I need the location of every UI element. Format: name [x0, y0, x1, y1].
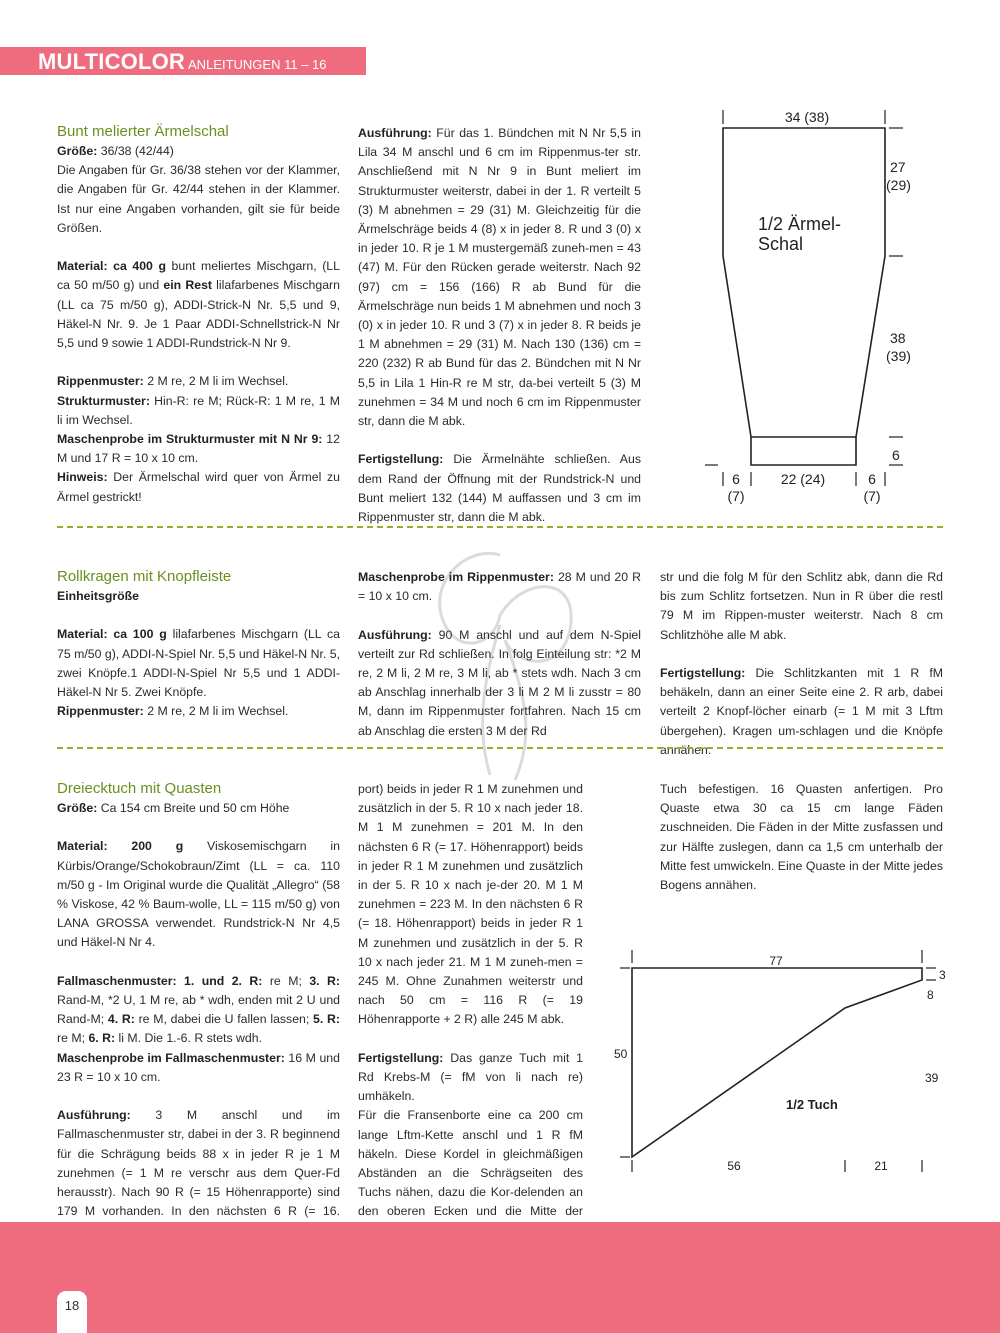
section3-fransen: Für die Fransenborte eine ca 200 cm lange Lftm-Kette anschl und 1 R fM häkeln. Diese Kordel in gleichmäßigen Abständen an die Schrägseiten des Tuchs nähen, dazu die Kor-delenden an den oberen Ecken und die Mitte der: [358, 1108, 583, 1219]
section2-col3: [660, 568, 943, 760]
dim-bottom-right: 21: [874, 1159, 888, 1173]
dim-side-top-a: 27: [890, 159, 906, 175]
shawl-outline: [632, 968, 922, 1157]
section1-size: Größe: 36/38 (42/44): [57, 144, 174, 158]
diagram1-label-2: Schal: [758, 234, 804, 254]
section3-col1: [57, 779, 340, 1241]
section-divider-2: [57, 747, 943, 749]
diagram2-label: 1/2 Tuch: [786, 1097, 838, 1112]
dim-bottom-left: 56: [727, 1159, 741, 1173]
sleeve-scarf-diagram: [690, 100, 950, 510]
section-divider-1: [57, 526, 943, 528]
dim-right-top: 3: [939, 968, 946, 982]
dim-bottom-right-a: 6: [868, 471, 876, 487]
dim-left: 50: [614, 1047, 628, 1061]
section3-col2-text: port) beids in jeder R 1 M zunehmen und zusätzlich in der 5. R 10 x nach jeder 18. M 1 M zunehmen = 201 M. In den nächsten 6 R (= 17. Höhenrapport) beids in jeder R 1 M zunehmen und zusätzlich in der 5. R 10 x nach je-der 20. M 1 M zunehmen = 223 M. In den nächsten 6 R (= 18. Höhenrapport) beids in jeder R 1 M zunehmen und zusätzlich in der 5. R 10 x nach jeder 21. M 1 M zuneh-men = 245 M. Ohne Zunahmen weiterstr und nach 50 cm = 116 R (= 19 Höhenrapporte + 2 R) alle 245 M abk.: [358, 782, 583, 1027]
section2-col3-text: str und die folg M für den Schlitz abk, dann die Rd bis zum Schlitz fortsetzen. Nun in R über die restl 79 M im Rippen-muster weiterstr. Nach 8 cm Schlitzhöhe alle M abk.: [660, 570, 943, 642]
section3-fertig: Fertigstellung: Das ganze Tuch mit 1 Rd Krebs-M (= fM von li nach re) umhäkeln.: [358, 1050, 583, 1104]
sleeve-outline: [723, 128, 885, 465]
dim-right-mid: 8: [927, 988, 934, 1002]
section3-material: Material: 200 g Viskosemischgarn in Kürbis/Orange/Schokobraun/Zimt (LL = ca. 110 m/50 g - Im Original wurde die Qualität „Allegro“ (58 % Viskose, 42 % Baum-wolle, LL = 115 m/50 g) von LANA GROSSA verwendet. Rundstrick-N Nr 4,5 und Häkel-N Nr 4.: [57, 839, 340, 950]
section3-size: Größe: Ca 154 cm Breite und 50 cm Höhe: [57, 801, 290, 815]
dim-bottom-center: 22 (24): [780, 471, 826, 487]
dim-right-low: 39: [925, 1071, 939, 1085]
dim-side-top-b: (29): [886, 177, 911, 193]
section1-fertig: Fertigstellung: Die Ärmelnähte schließen. Aus dem Rand der Öffnung mit der Rundstrick-N und Bunt meliert 132 (144) M auffassen und 3 cm im Rippenmuster str, dann die M abk.: [358, 452, 641, 525]
section2-ausfuehrung: Ausführung: 90 M anschl und auf dem N-Spiel verteilt zur Rd schließen. In folg Einteilung str: *2 M re, 2 M li, 2 M re, 3 M li, ab * stets wdh. Nach 3 cm ab Anschlag innerhalb der 3 li M 2 M li zusstr = 80 M, dann im Rippenmuster fortfahren. Nach 15 cm ab Anschlag die ersten 3 M der Rd: [358, 627, 641, 738]
section2-rippen: Rippenmuster: 2 M re, 2 M li im Wechsel.: [57, 704, 289, 719]
dim-bottom-left-b: (7): [727, 488, 745, 504]
dim-top: 77: [769, 954, 783, 968]
section1-heading: Bunt melierter Ärmelschal: [57, 123, 229, 140]
section-subtitle: ANLEITUNGEN 11 – 16: [188, 57, 327, 72]
section1-hinweis: Hinweis: Der Ärmelschal wird quer von Ärmel zu Ärmel gestrickt!: [57, 470, 340, 504]
footer-band: [0, 1222, 1000, 1333]
half-shawl-diagram: [600, 945, 960, 1185]
section1-col1: [57, 122, 340, 507]
section1-col2: [358, 124, 641, 527]
diagram1-label-1: 1/2 Ärmel-: [758, 214, 842, 234]
section3-col3: [660, 780, 943, 895]
dim-side-mid-a: 38: [890, 330, 906, 346]
header-title: [38, 48, 327, 76]
section1-material: Material: ca 400 g bunt meliertes Mischgarn, (LL ca 50 m/50 g) und ein Rest lilafarbenes Mischgarn (LL ca 75 m/50 g), ADDI-Strick-N Nr. 5,5 und 9, Häkel-N Nr. 9. Je 1 Paar ADDI-Schnellstrick-N Nr 5,5 und 9 sowie 1 ADDI-Rundstrick-N Nr 9.: [57, 259, 340, 351]
section2-probe: Maschenprobe im Rippenmuster: 28 M und 20 R = 10 x 10 cm.: [358, 570, 641, 604]
magazine-title: MULTICOLOR: [38, 49, 186, 74]
dim-top-width: 34 (38): [784, 109, 830, 125]
section2-fertig: Fertigstellung: Die Schlitzkanten mit 1 R fM behäkeln, dann an einer Seite eine 2. R arb, dabei verteilt 2 Knopf-löcher einarb (= 1 M mit 3 Lftm übergehen). Kragen um-schlagen und die Knöpfe annähen.: [660, 666, 943, 757]
section3-probe: Maschenprobe im Fallmaschenmuster: 16 M und 23 R = 10 x 10 cm.: [57, 1050, 340, 1084]
dim-side-bottom: 6: [892, 447, 900, 463]
section1-struktur: Strukturmuster: Hin-R: re M; Rück-R: 1 M re, 1 M li im Wechsel.: [57, 393, 340, 427]
page-number: 18: [64, 1298, 80, 1313]
section1-rippen: Rippenmuster: 2 M re, 2 M li im Wechsel.: [57, 374, 289, 389]
section2-col1: [57, 567, 340, 721]
section3-col3-text: Tuch befestigen. 16 Quasten anfertigen. Pro Quaste etwa 30 ca 15 cm lange Fäden zuschneiden. Die Fäden in der Mitte zusfassen und zur Hälfte zuslegen, dann ca 1,5 cm unterhalb der Mitte fest umwickeln. Eine Quaste in der Mitte jedes Bogens annähen.: [660, 782, 943, 893]
section1-intro: Die Angaben für Gr. 36/38 stehen vor der Klammer, die Angaben für Gr. 42/44 stehen in der Klammer. Ist nur eine Angaben vorhanden, gilt sie für beide Größen.: [57, 163, 340, 235]
dim-bottom-right-b: (7): [863, 488, 881, 504]
section2-material: Material: ca 100 g lilafarbenes Mischgarn (LL ca 75 m/50 g), ADDI-N-Spiel Nr. 5,5 und Häkel-N Nr. 5, zwei Knöpfe.1 ADDI-N-Spiel Nr 5,5 und 1 ADDI-Häkel-N Nr 5. Zwei Knöpfe.: [57, 627, 340, 699]
section1-ausfuehrung: Ausführung: Für das 1. Bündchen mit N Nr 5,5 in Lila 34 M anschl und 6 cm im Rippenmus-ter str. Anschließend mit N Nr 9 in Bunt meliert im Strukturmuster weiterstr, dabei in der 1. R verteilt 5 (3) M abnehmen = 29 (31) M. Gleichzeitig für die Ärmelschräge beids 4 (8) x in jeder 8. R und 3 (0) x in jeder 10. R je 1 M mustergemäß zuneh-men = 43 (47) M. Für den Rücken gerade weiterstr. Nach 92 (97) cm = 156 (166) R ab Bund für die Ärmelschräge nun beids 1 M abnehmen und noch 3 (0) x in jeder 10. R und 3 (7) x in jeder 8. R beids je 1 M abnehmen = 29 (31) M. Nach 130 (136) cm = 220 (232) R ab Bund für das 2. Bündchen mit N Nr 5,5 in Lila 1 Hin-R re M str, da-bei verteilt 5 (3) M zunehmen = 34 M und noch 6 cm im Rippenmuster str, dann die M abk.: [358, 126, 641, 429]
section3-heading: Dreiecktuch mit Quasten: [57, 780, 222, 797]
section1-probe: Maschenprobe im Strukturmuster mit N Nr 9: 12 M und 17 R = 10 x 10 cm.: [57, 432, 340, 466]
section3-fallmaschen: Fallmaschenmuster: 1. und 2. R: re M; 3. R: Rand-M, *2 U, 1 M re, ab * wdh, enden mit 2 U und Rand-M; 4. R: re M, dabei die U fallen lassen; 5. R: re M; 6. R: li M. Die 1.-6. R stets wdh.: [57, 973, 341, 1046]
dim-side-mid-b: (39): [886, 348, 911, 364]
dim-bottom-left-a: 6: [732, 471, 740, 487]
section2-heading: Rollkragen mit Knopfleiste: [57, 568, 232, 585]
section3-ausfuehrung: Ausführung: 3 M anschl und im Fallmaschenmuster str, dabei in der 3. R beginnend für die Schrägung beids 88 x in jeder R je 1 M zunehmen (= 1 M re verschr aus dem Quer-Fd herausstr). Nach 90 R (= 15 Höhenrapporte) sind 179 M vorhanden. In den nächsten 6 R (= 16.: [57, 1108, 340, 1219]
section2-col2: [358, 568, 641, 741]
section2-size: Einheitsgröße: [57, 589, 139, 603]
section3-col2: [358, 780, 583, 1298]
